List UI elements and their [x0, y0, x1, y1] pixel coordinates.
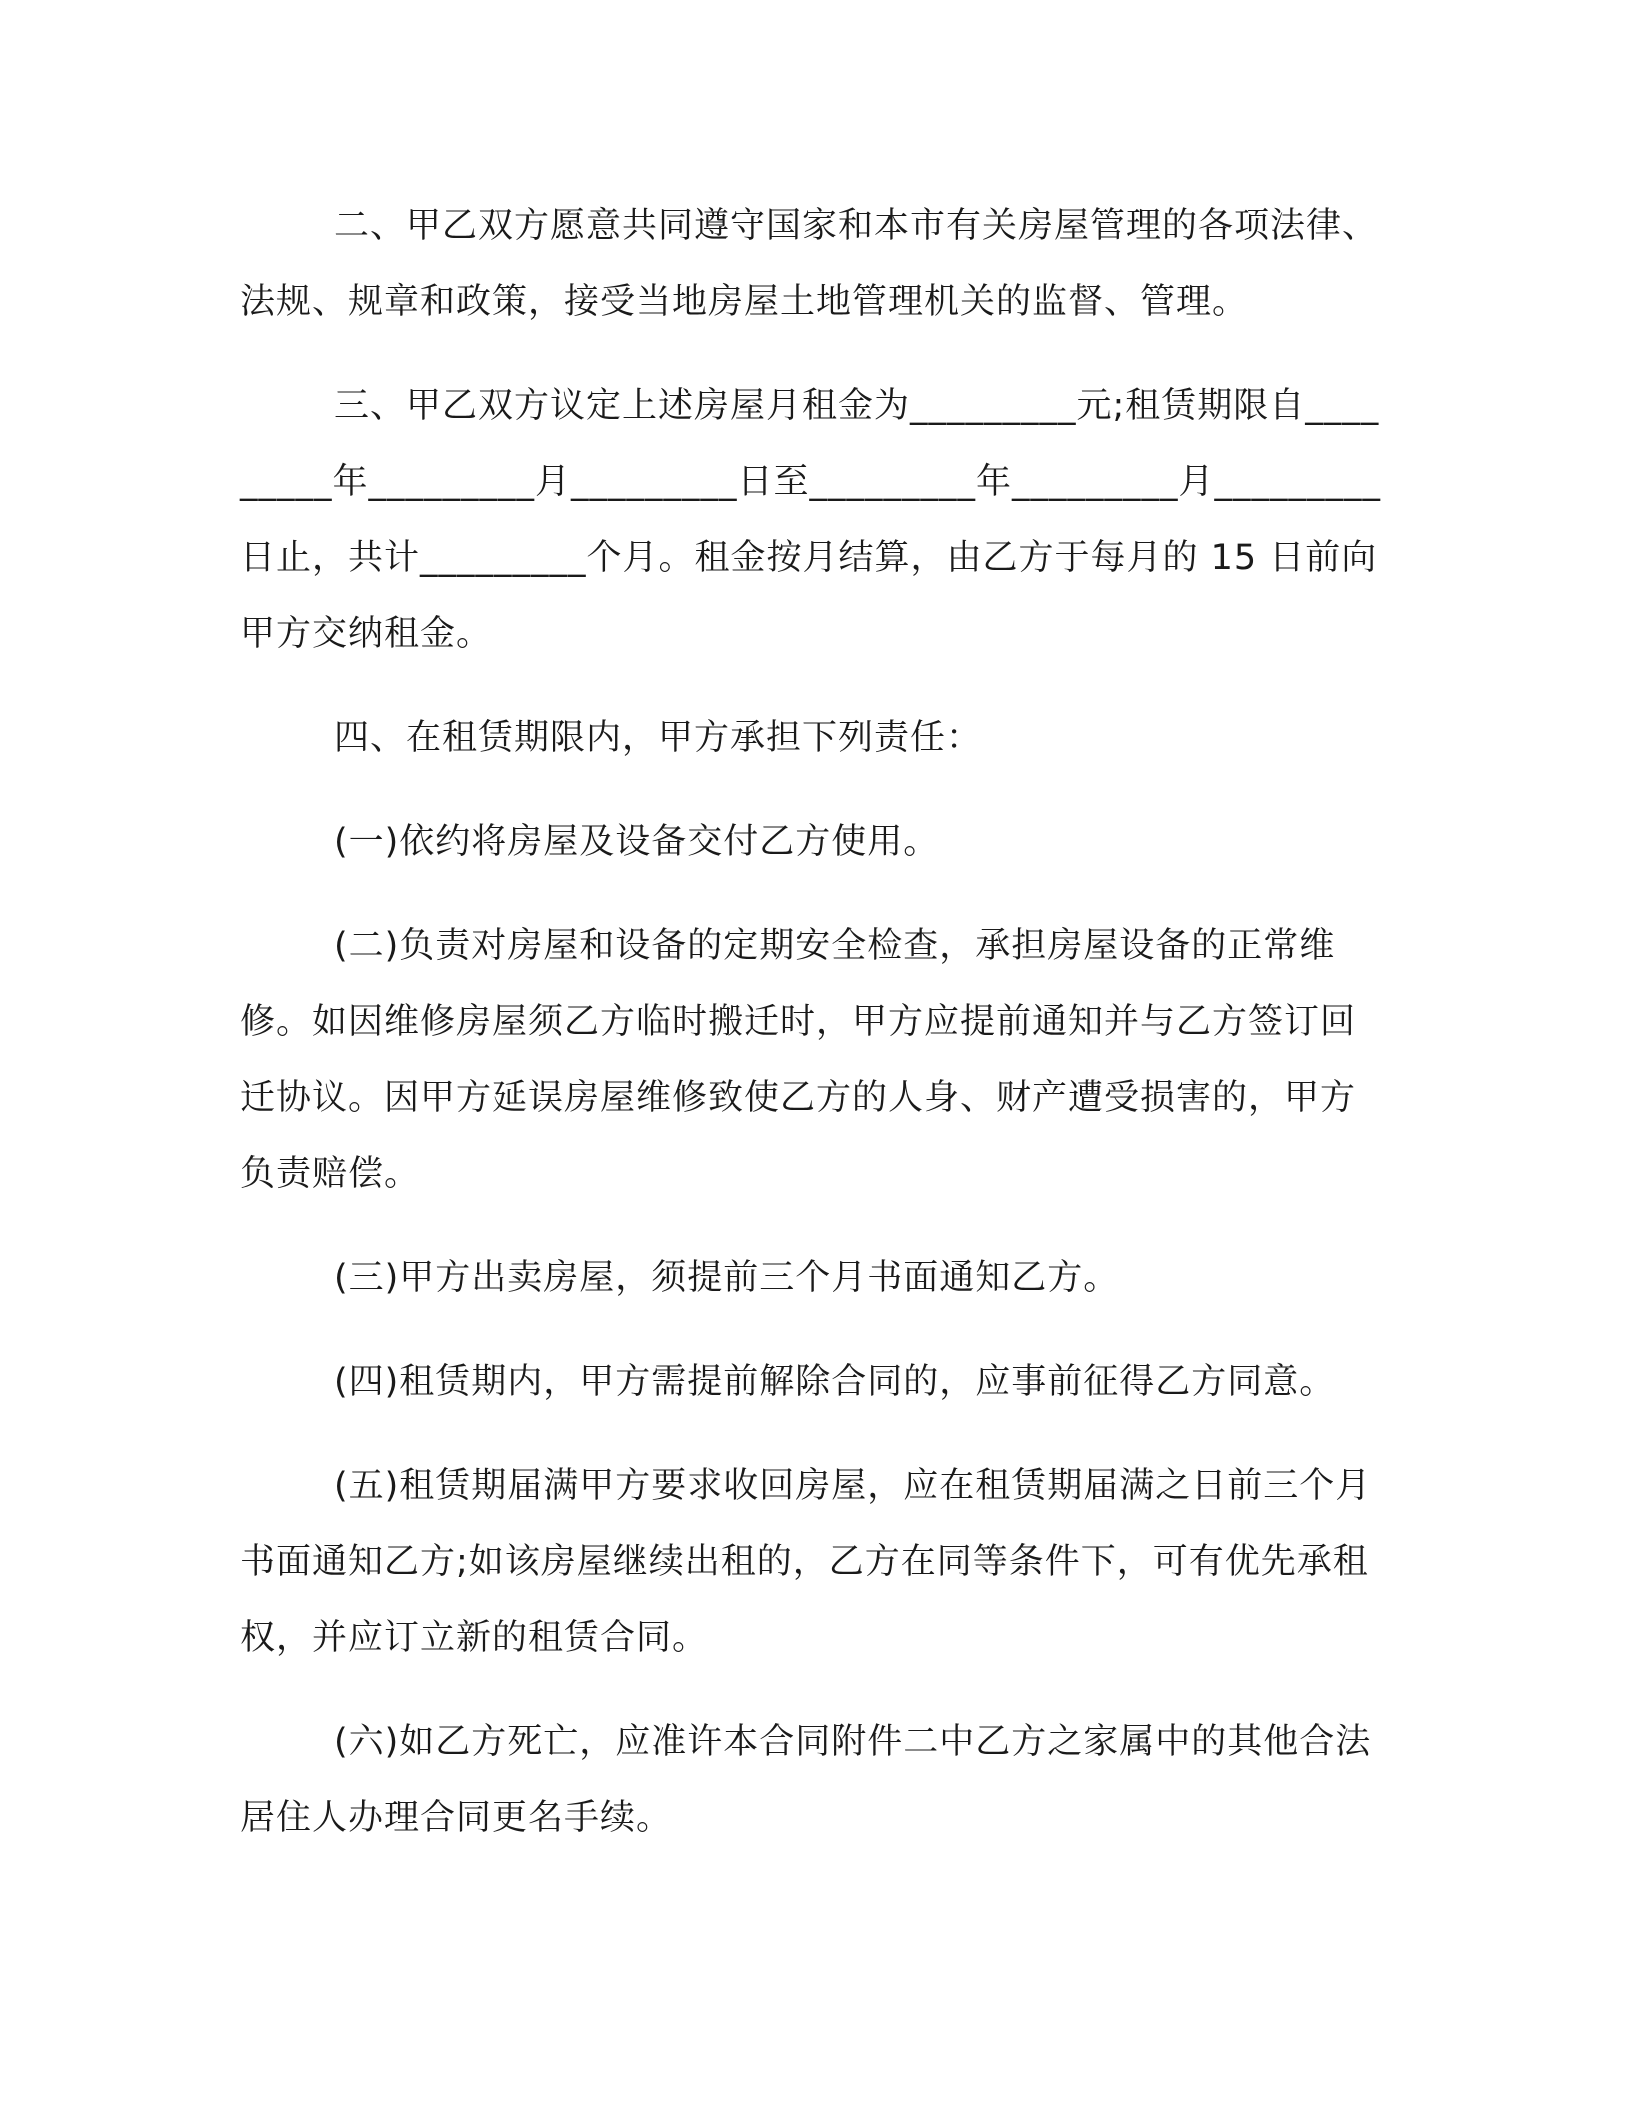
- clause-4-item-3: (三)甲方出卖房屋，须提前三个月书面通知乙方。: [334, 1258, 1120, 1298]
- document-body: [240, 188, 1388, 1884]
- clause-4-item-4: (四)租赁期内，甲方需提前解除合同的，应事前征得乙方同意。: [334, 1362, 1336, 1402]
- clause-4-item-2: (二)负责对房屋和设备的定期安全检查，承担房屋设备的正常维修。如因维修房屋须乙方临时搬迁时，甲方应提前通知并与乙方签订回迁协议。因甲方延误房屋维修致使乙方的人身、财产遭受损害的，甲方负责赔偿。: [240, 926, 1357, 1194]
- clause-4-item-6: (六)如乙方死亡，应准许本合同附件二中乙方之家属中的其他合法居住人办理合同更名手续。: [240, 1722, 1372, 1838]
- clause-2: 二、甲乙双方愿意共同遵守国家和本市有关房屋管理的各项法律、法规、规章和政策，接受当地房屋土地管理机关的监督、管理。: [240, 206, 1379, 322]
- clause-4-heading: 四、在租赁期限内，甲方承担下列责任：: [334, 718, 983, 758]
- clause-4-item-1: (一)依约将房屋及设备交付乙方使用。: [334, 822, 940, 862]
- clause-3-rent-terms: 三、甲乙双方议定上述房屋月租金为_________元;租赁期限自_________年_________月_________日至_________年_________月_________日止，共计_________个月。租金按月结算，由乙方于每月的 15 日前向甲方交纳租金。: [240, 386, 1382, 654]
- clause-4-item-5: (五)租赁期届满甲方要求收回房屋，应在租赁期届满之日前三个月书面通知乙方;如该房屋继续出租的，乙方在同等条件下，可有优先承租权，并应订立新的租赁合同。: [240, 1466, 1372, 1658]
